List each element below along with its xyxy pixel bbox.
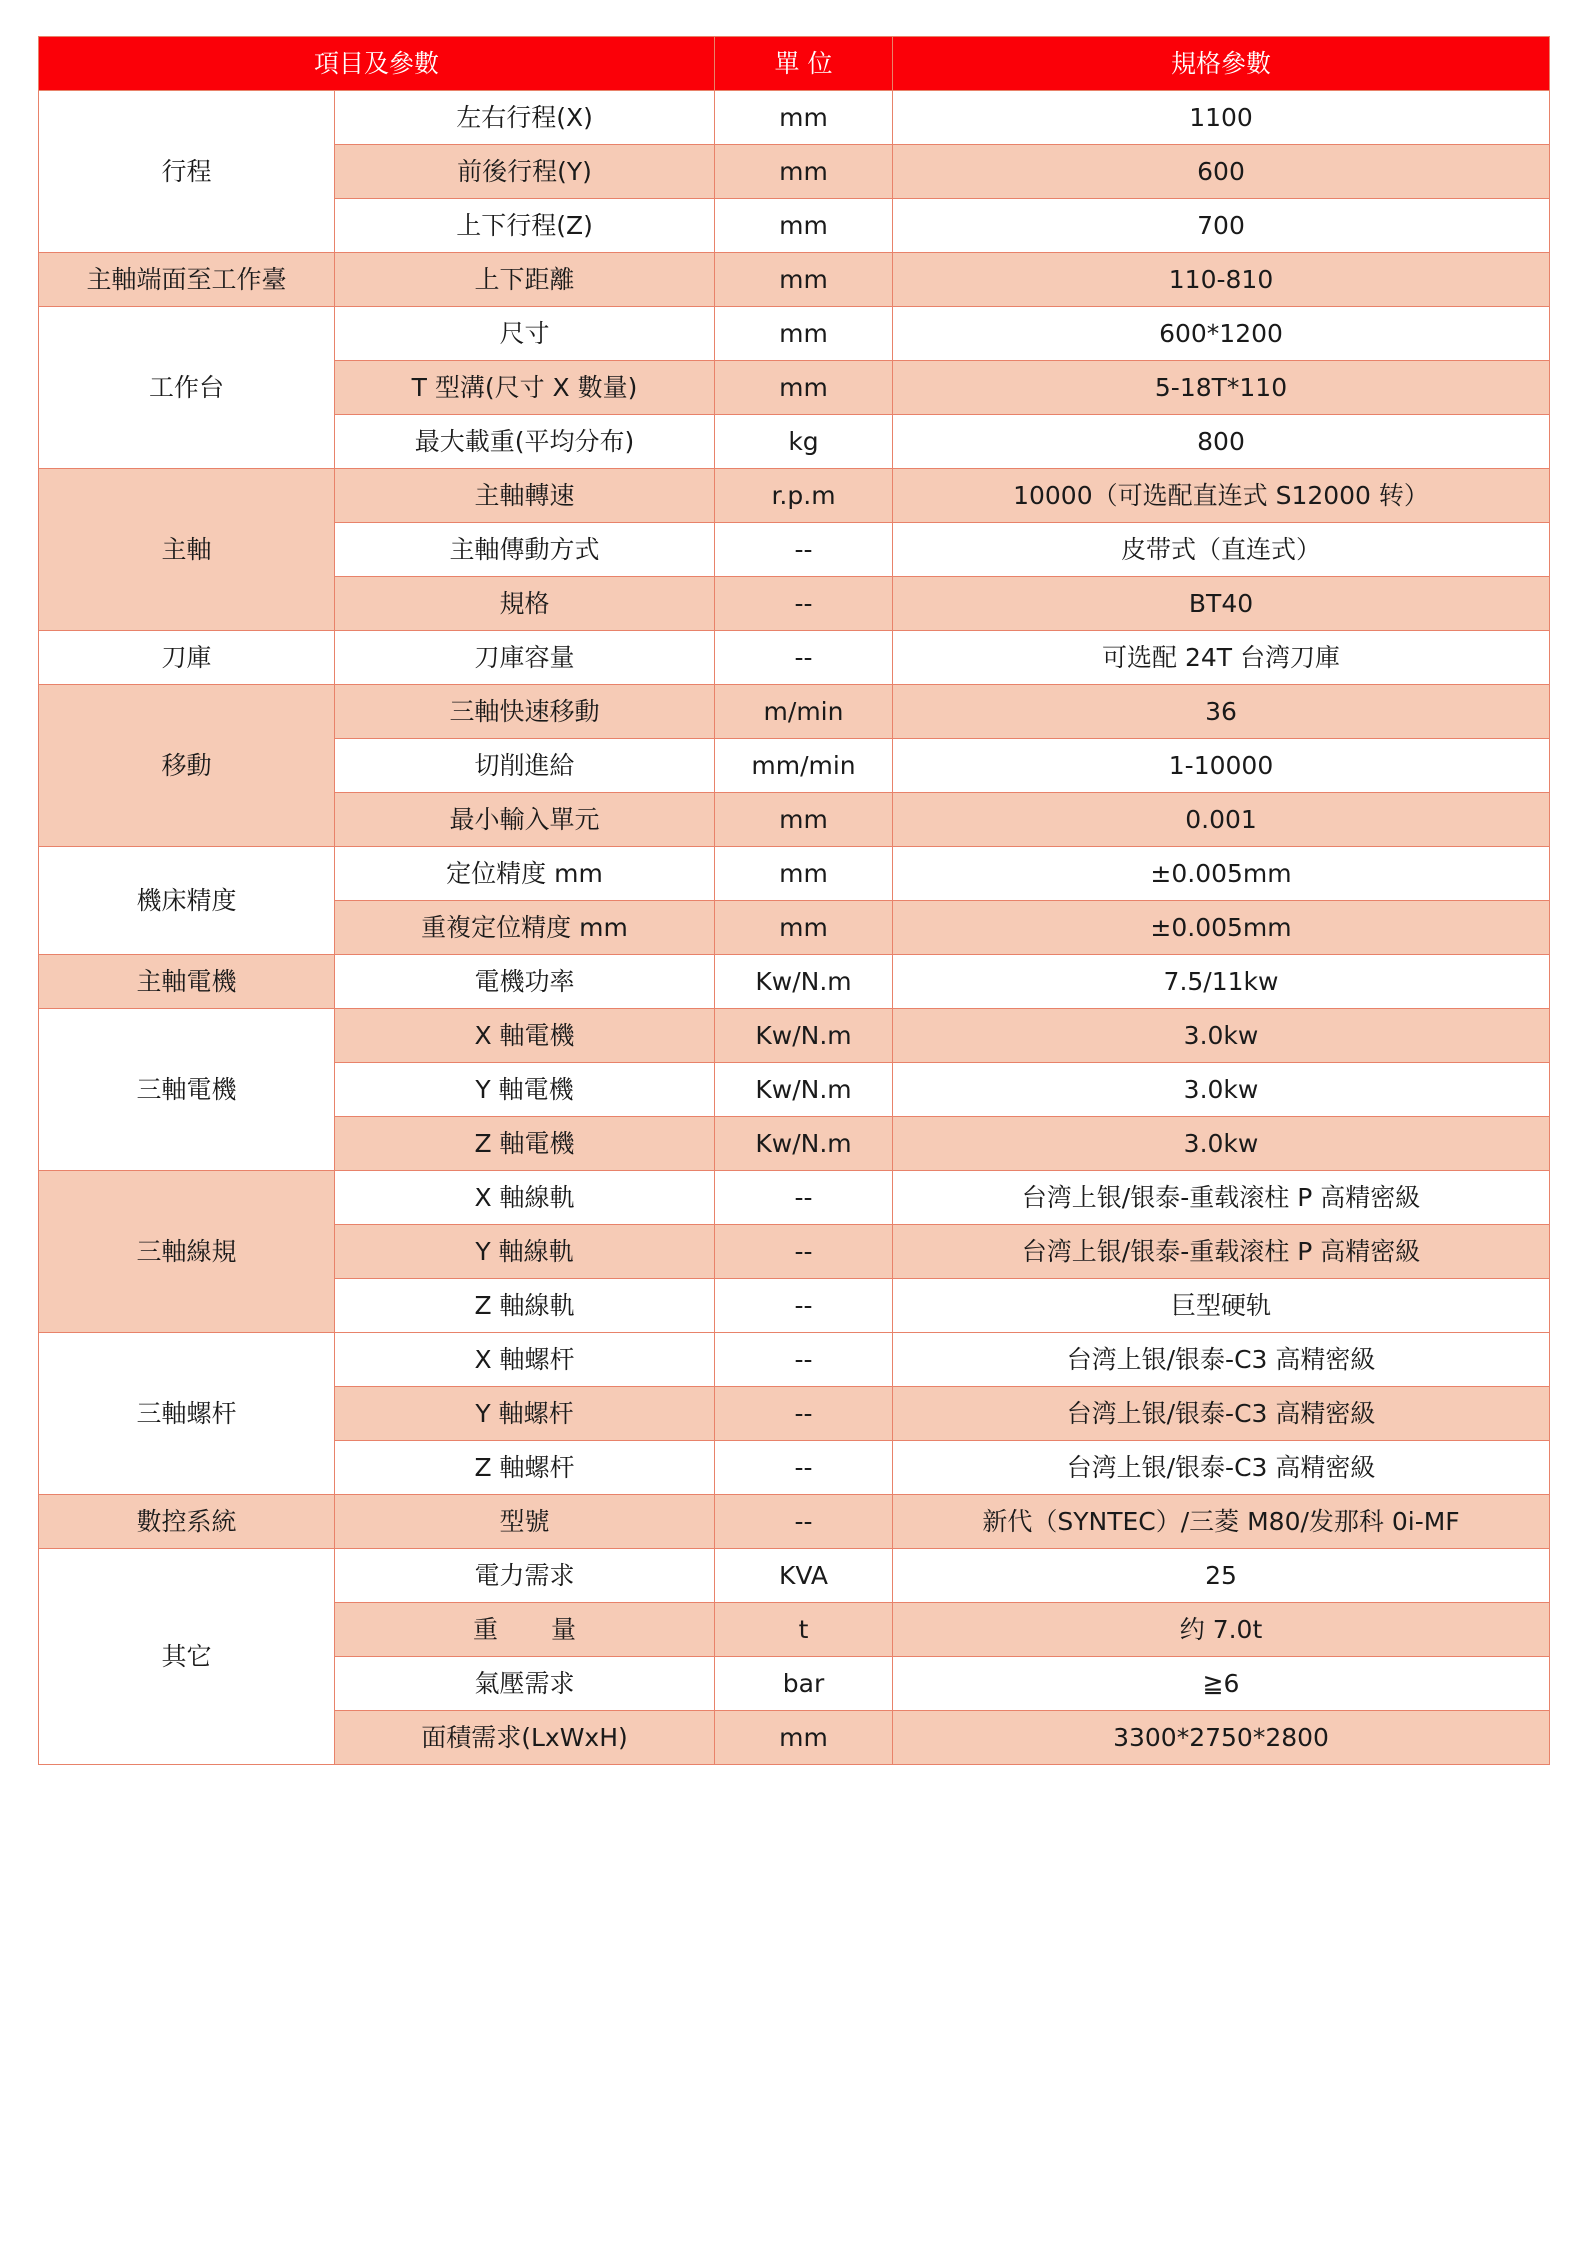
row-spec-value: 10000（可选配直连式 S12000 转） <box>893 469 1550 523</box>
row-spec-value: 0.001 <box>893 793 1550 847</box>
row-unit-value: -- <box>715 1225 893 1279</box>
row-group-label: 數控系統 <box>39 1495 335 1549</box>
row-unit-value: kg <box>715 415 893 469</box>
row-item-label: Z 軸電機 <box>335 1117 715 1171</box>
table-row <box>39 847 1550 901</box>
row-item-label: 電機功率 <box>335 955 715 1009</box>
row-group-label: 其它 <box>39 1549 335 1765</box>
row-group-label: 機床精度 <box>39 847 335 955</box>
row-spec-value: ±0.005mm <box>893 901 1550 955</box>
row-unit-value: -- <box>715 631 893 685</box>
row-unit-value: mm <box>715 361 893 415</box>
specification-table <box>38 36 1550 1765</box>
row-spec-value: 36 <box>893 685 1550 739</box>
row-spec-value: BT40 <box>893 577 1550 631</box>
row-item-label: Z 軸螺杆 <box>335 1441 715 1495</box>
row-spec-value: 5-18T*110 <box>893 361 1550 415</box>
row-item-label: X 軸螺杆 <box>335 1333 715 1387</box>
row-unit-value: mm <box>715 145 893 199</box>
row-unit-value: -- <box>715 1279 893 1333</box>
row-group-label: 主軸 <box>39 469 335 631</box>
row-item-label: T 型溝(尺寸 X 數量) <box>335 361 715 415</box>
row-unit-value: -- <box>715 523 893 577</box>
row-unit-value: -- <box>715 1441 893 1495</box>
row-item-label: Z 軸線軌 <box>335 1279 715 1333</box>
row-spec-value: 约 7.0t <box>893 1603 1550 1657</box>
row-spec-value: 7.5/11kw <box>893 955 1550 1009</box>
row-group-label: 行程 <box>39 91 335 253</box>
column-header-spec: 規格參數 <box>893 37 1550 91</box>
row-spec-value: 25 <box>893 1549 1550 1603</box>
row-item-label: 型號 <box>335 1495 715 1549</box>
table-row <box>39 307 1550 361</box>
row-unit-value: r.p.m <box>715 469 893 523</box>
row-spec-value: 3300*2750*2800 <box>893 1711 1550 1765</box>
table-row <box>39 955 1550 1009</box>
row-unit-value: mm <box>715 199 893 253</box>
row-spec-value: 新代（SYNTEC）/三菱 M80/发那科 0i-MF <box>893 1495 1550 1549</box>
row-item-label: 電力需求 <box>335 1549 715 1603</box>
row-item-label: 主軸傳動方式 <box>335 523 715 577</box>
row-item-label: 主軸轉速 <box>335 469 715 523</box>
row-item-label: X 軸線軌 <box>335 1171 715 1225</box>
row-item-label: 三軸快速移動 <box>335 685 715 739</box>
row-item-label: 重 量 <box>335 1603 715 1657</box>
row-spec-value: 3.0kw <box>893 1063 1550 1117</box>
row-item-label: 定位精度 mm <box>335 847 715 901</box>
row-spec-value: 3.0kw <box>893 1117 1550 1171</box>
row-spec-value: 台湾上银/银泰-C3 高精密級 <box>893 1387 1550 1441</box>
table-row <box>39 685 1550 739</box>
row-spec-value: 台湾上银/银泰-重载滚柱 P 高精密級 <box>893 1225 1550 1279</box>
row-item-label: 上下距離 <box>335 253 715 307</box>
row-group-label: 主軸端面至工作臺 <box>39 253 335 307</box>
row-item-label: 面積需求(LxWxH) <box>335 1711 715 1765</box>
table-row <box>39 631 1550 685</box>
row-spec-value: 3.0kw <box>893 1009 1550 1063</box>
row-unit-value: mm <box>715 1711 893 1765</box>
row-item-label: Y 軸線軌 <box>335 1225 715 1279</box>
row-item-label: X 軸電機 <box>335 1009 715 1063</box>
row-unit-value: Kw/N.m <box>715 1117 893 1171</box>
table-header <box>39 37 1550 91</box>
row-item-label: 最小輸入單元 <box>335 793 715 847</box>
row-item-label: 最大載重(平均分布) <box>335 415 715 469</box>
column-header-item: 項目及參數 <box>39 37 715 91</box>
table-row <box>39 91 1550 145</box>
row-spec-value: 可选配 24T 台湾刀庫 <box>893 631 1550 685</box>
row-group-label: 三軸電機 <box>39 1009 335 1171</box>
column-header-unit: 單 位 <box>715 37 893 91</box>
row-unit-value: KVA <box>715 1549 893 1603</box>
row-unit-value: Kw/N.m <box>715 1063 893 1117</box>
row-unit-value: -- <box>715 1495 893 1549</box>
row-spec-value: 800 <box>893 415 1550 469</box>
row-spec-value: 600*1200 <box>893 307 1550 361</box>
table-row <box>39 1009 1550 1063</box>
table-header-row <box>39 37 1550 91</box>
row-group-label: 工作台 <box>39 307 335 469</box>
row-spec-value: 巨型硬轨 <box>893 1279 1550 1333</box>
row-item-label: 尺寸 <box>335 307 715 361</box>
row-unit-value: -- <box>715 1333 893 1387</box>
table-row <box>39 1495 1550 1549</box>
row-unit-value: mm <box>715 793 893 847</box>
row-unit-value: m/min <box>715 685 893 739</box>
row-item-label: 前後行程(Y) <box>335 145 715 199</box>
row-unit-value: t <box>715 1603 893 1657</box>
row-group-label: 三軸線規 <box>39 1171 335 1333</box>
row-spec-value: ±0.005mm <box>893 847 1550 901</box>
row-unit-value: -- <box>715 1171 893 1225</box>
row-spec-value: 1100 <box>893 91 1550 145</box>
table-row <box>39 1549 1550 1603</box>
row-unit-value: mm/min <box>715 739 893 793</box>
row-unit-value: mm <box>715 847 893 901</box>
row-spec-value: 台湾上银/银泰-C3 高精密級 <box>893 1441 1550 1495</box>
row-group-label: 刀庫 <box>39 631 335 685</box>
row-spec-value: 台湾上银/银泰-C3 高精密級 <box>893 1333 1550 1387</box>
table-row <box>39 1333 1550 1387</box>
row-unit-value: mm <box>715 91 893 145</box>
row-spec-value: 600 <box>893 145 1550 199</box>
row-item-label: 上下行程(Z) <box>335 199 715 253</box>
table-row <box>39 469 1550 523</box>
row-item-label: 規格 <box>335 577 715 631</box>
row-item-label: 左右行程(X) <box>335 91 715 145</box>
row-spec-value: 1-10000 <box>893 739 1550 793</box>
row-item-label: 氣壓需求 <box>335 1657 715 1711</box>
row-unit-value: mm <box>715 253 893 307</box>
row-group-label: 三軸螺杆 <box>39 1333 335 1495</box>
row-group-label: 移動 <box>39 685 335 847</box>
row-item-label: 切削進給 <box>335 739 715 793</box>
row-unit-value: bar <box>715 1657 893 1711</box>
row-unit-value: Kw/N.m <box>715 1009 893 1063</box>
row-item-label: 刀庫容量 <box>335 631 715 685</box>
row-spec-value: ≧6 <box>893 1657 1550 1711</box>
table-body <box>39 91 1550 1765</box>
row-group-label: 主軸電機 <box>39 955 335 1009</box>
row-unit-value: Kw/N.m <box>715 955 893 1009</box>
row-unit-value: mm <box>715 307 893 361</box>
row-spec-value: 皮带式（直连式） <box>893 523 1550 577</box>
table-row <box>39 1171 1550 1225</box>
table-row <box>39 253 1550 307</box>
row-item-label: Y 軸電機 <box>335 1063 715 1117</box>
row-spec-value: 110-810 <box>893 253 1550 307</box>
row-spec-value: 700 <box>893 199 1550 253</box>
row-unit-value: -- <box>715 577 893 631</box>
row-unit-value: -- <box>715 1387 893 1441</box>
row-unit-value: mm <box>715 901 893 955</box>
row-item-label: 重複定位精度 mm <box>335 901 715 955</box>
row-spec-value: 台湾上银/银泰-重载滚柱 P 高精密級 <box>893 1171 1550 1225</box>
row-item-label: Y 軸螺杆 <box>335 1387 715 1441</box>
